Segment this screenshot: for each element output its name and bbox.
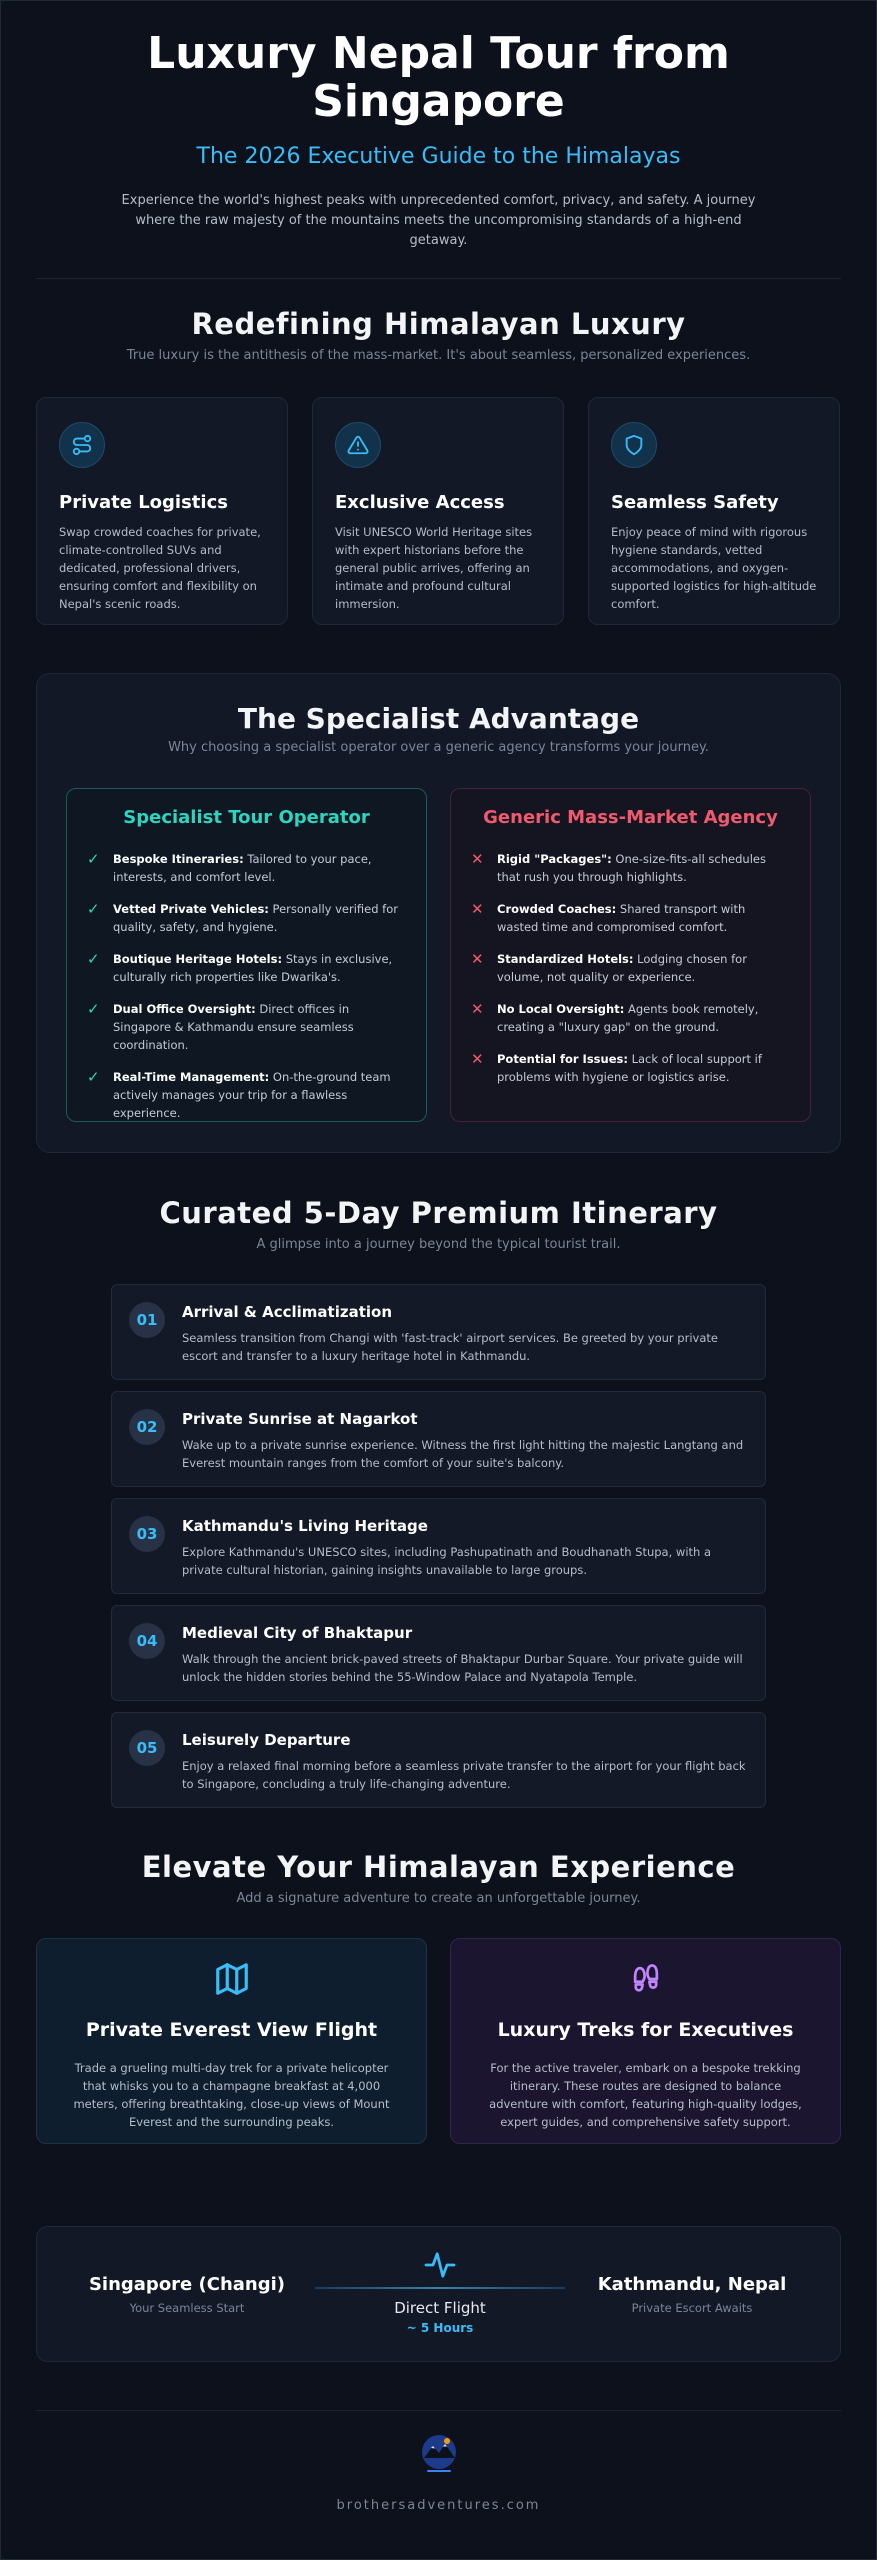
- divider: [36, 2410, 841, 2411]
- list-item: [87, 1068, 406, 1122]
- pulse-icon: [423, 2251, 457, 2279]
- destination-name: Kathmandu, Nepal: [597, 2274, 787, 2295]
- item-label: No Local Oversight:: [497, 1002, 625, 1016]
- day-text: Seamless transition from Changi with 'fast-track' airport services. Be greeted by your private escort and transfer to a luxury heritage hotel in Kathmandu.: [182, 1331, 718, 1363]
- day-title: Medieval City of Bhaktapur: [182, 1624, 413, 1642]
- list-item: [471, 1000, 790, 1036]
- upgrade-title: Luxury Treks for Executives: [497, 2019, 794, 2041]
- day-title: Kathmandu's Living Heritage: [182, 1517, 428, 1535]
- itinerary-day: [111, 1391, 766, 1487]
- day-text: Walk through the ancient brick-paved streets of Bhaktapur Durbar Square. Your private guide will unlock the hidden stories behind the 55-Window Palace and Nyatapola Temple.: [182, 1652, 743, 1684]
- item-label: Crowded Coaches:: [497, 902, 617, 916]
- origin-note: Your Seamless Start: [129, 2301, 245, 2315]
- itinerary-title: Curated 5-Day Premium Itinerary: [159, 1196, 718, 1230]
- itinerary-day: [111, 1712, 766, 1808]
- footer: [0, 2412, 877, 2513]
- list-item: [471, 850, 790, 886]
- route-duration: ~ 5 Hours: [406, 2321, 474, 2335]
- route-line: [315, 2287, 565, 2289]
- route-origin: [57, 2274, 317, 2315]
- item-label: Vetted Private Vehicles:: [113, 902, 269, 916]
- item-text: Tailored to your pace, interests, and comfort level.: [113, 852, 372, 884]
- origin-name: Singapore (Changi): [88, 2274, 286, 2295]
- feature-text: Enjoy peace of mind with rigorous hygiene standards, vetted accommodations, and oxygen-supported logistics for high-altitude comfort.: [611, 525, 817, 611]
- day-title: Arrival & Acclimatization: [182, 1303, 392, 1321]
- check-icon: ✓: [87, 850, 100, 868]
- cross-icon: ✕: [471, 1050, 484, 1068]
- list-item: [87, 1000, 406, 1054]
- item-text: Shared transport with wasted time and compromised comfort.: [497, 902, 746, 934]
- day-text: Enjoy a relaxed final morning before a seamless private transfer to the airport for your flight back to Singapore, concluding a truly life-changing adventure.: [182, 1759, 746, 1791]
- day-number: 01: [129, 1302, 165, 1338]
- check-icon: ✓: [87, 900, 100, 918]
- route-destination: [562, 2274, 822, 2315]
- feature-card-safety: [588, 397, 840, 625]
- day-title: Private Sunrise at Nagarkot: [182, 1410, 418, 1428]
- list-item: [471, 1050, 790, 1086]
- item-text: Lodging chosen for volume, not quality or experience.: [497, 952, 747, 984]
- cross-icon: ✕: [471, 850, 484, 868]
- upgrade-text: For the active traveler, embark on a bespoke trekking itinerary. These routes are designed to balance adventure with comfort, featuring high-quality lodges, expert guides, and comprehensive safety support.: [489, 2061, 802, 2129]
- day-text: Explore Kathmandu's UNESCO sites, including Pashupatinath and Boudhanath Stupa, with a private cultural historian, gaining insights unavailable to large groups.: [182, 1545, 712, 1577]
- upgrade-card-trek: [450, 1938, 841, 2144]
- brand-logo: [417, 2432, 461, 2478]
- item-label: Bespoke Itineraries:: [113, 852, 244, 866]
- item-text: On-the-ground team actively manages your trip for a flawless experience.: [113, 1070, 391, 1120]
- upgrade-text: Trade a grueling multi-day trek for a private helicopter that whisks you to a champagne breakfast at 4,000 meters, offering breathtaking, close-up views of Mount Everest and the surrounding peaks.: [73, 2061, 390, 2129]
- item-text: Lack of local support if problems with hygiene or logistics arise.: [497, 1052, 762, 1084]
- specialist-title: The Specialist Advantage: [237, 702, 640, 735]
- page-subtitle: The 2026 Executive Guide to the Himalayas: [196, 144, 681, 169]
- list-item: [471, 900, 790, 936]
- feature-title: Private Logistics: [59, 492, 228, 513]
- item-label: Rigid "Packages":: [497, 852, 612, 866]
- check-icon: ✓: [87, 1068, 100, 1086]
- itinerary-day: [111, 1284, 766, 1380]
- elevate-subtitle: Add a signature adventure to create an unforgettable journey.: [236, 1891, 641, 1906]
- day-number: 05: [129, 1730, 165, 1766]
- feature-card-logistics: [36, 397, 288, 625]
- item-label: Real-Time Management:: [113, 1070, 270, 1084]
- elevate-title: Elevate Your Himalayan Experience: [141, 1850, 736, 1884]
- luxury-title: Redefining Himalayan Luxury: [191, 307, 686, 341]
- generic-column-title: Generic Mass-Market Agency: [483, 807, 778, 828]
- specialist-column-title: Specialist Tour Operator: [123, 807, 370, 828]
- specialist-subtitle: Why choosing a specialist operator over a generic agency transforms your journey.: [168, 740, 709, 755]
- cross-icon: ✕: [471, 900, 484, 918]
- feature-text: Visit UNESCO World Heritage sites with expert historians before the general public arrives, offering an intimate and profound cultural immersion.: [335, 525, 533, 611]
- item-label: Dual Office Oversight:: [113, 1002, 256, 1016]
- divider: [36, 278, 841, 279]
- item-label: Standardized Hotels:: [497, 952, 634, 966]
- item-label: Potential for Issues:: [497, 1052, 628, 1066]
- route-icon: [59, 422, 105, 468]
- day-title: Leisurely Departure: [182, 1731, 351, 1749]
- day-text: Wake up to a private sunrise experience. Witness the first light hitting the majestic Langtang and Everest mountain ranges from the comfort of your suite's balcony.: [182, 1438, 744, 1470]
- day-number: 03: [129, 1516, 165, 1552]
- page-title: Luxury Nepal Tour from Singapore: [147, 28, 730, 127]
- item-text: One-size-fits-all schedules that rush you through highlights.: [497, 852, 766, 884]
- check-icon: ✓: [87, 950, 100, 968]
- cross-icon: ✕: [471, 1000, 484, 1018]
- item-label: Boutique Heritage Hotels:: [113, 952, 283, 966]
- item-text: Direct offices in Singapore & Kathmandu ensure seamless coordination.: [113, 1002, 354, 1052]
- route-mode: Direct Flight: [394, 2299, 486, 2317]
- shield-icon: [611, 422, 657, 468]
- destination-note: Private Escort Awaits: [631, 2301, 753, 2315]
- luxury-subtitle: True luxury is the antithesis of the mass-market. It's about seamless, personalized experiences.: [126, 348, 751, 363]
- route-banner: [36, 2226, 841, 2362]
- list-item: [87, 950, 406, 986]
- hero-intro: Experience the world's highest peaks with unprecedented comfort, privacy, and safety. A journey where the raw majesty of the mountains meets the uncompromising standards of a high-end getaway.: [121, 193, 756, 248]
- list-item: [471, 950, 790, 986]
- day-number: 02: [129, 1409, 165, 1445]
- feature-title: Exclusive Access: [335, 492, 505, 513]
- item-text: Personally verified for quality, safety, and hygiene.: [113, 902, 398, 934]
- generic-column: [450, 788, 811, 1122]
- itinerary-subtitle: A glimpse into a journey beyond the typical tourist trail.: [256, 1237, 621, 1252]
- footer-site[interactable]: brothersadventures.com: [336, 2498, 541, 2513]
- list-item: [87, 900, 406, 936]
- itinerary-day: [111, 1605, 766, 1701]
- list-item: [87, 850, 406, 886]
- cross-icon: ✕: [471, 950, 484, 968]
- specialist-column: [66, 788, 427, 1122]
- footprints-icon: [481, 1959, 810, 1999]
- upgrade-title: Private Everest View Flight: [85, 2019, 378, 2041]
- item-text: Agents book remotely, creating a "luxury gap" on the ground.: [497, 1002, 759, 1034]
- day-number: 04: [129, 1623, 165, 1659]
- hero: [0, 30, 877, 251]
- feature-card-access: [312, 397, 564, 625]
- item-text: Stays in exclusive, culturally rich properties like Dwarika's.: [113, 952, 393, 984]
- check-icon: ✓: [87, 1000, 100, 1018]
- itinerary-day: [111, 1498, 766, 1594]
- feature-title: Seamless Safety: [611, 492, 779, 513]
- warning-icon: [335, 422, 381, 468]
- feature-text: Swap crowded coaches for private, climate-controlled SUVs and dedicated, professional drivers, ensuring comfort and flexibility on Nepal's scenic roads.: [59, 525, 261, 611]
- map-icon: [67, 1959, 396, 1999]
- route-flight: [315, 2251, 565, 2335]
- upgrade-card-flight: [36, 1938, 427, 2144]
- specialist-panel: [36, 673, 841, 1153]
